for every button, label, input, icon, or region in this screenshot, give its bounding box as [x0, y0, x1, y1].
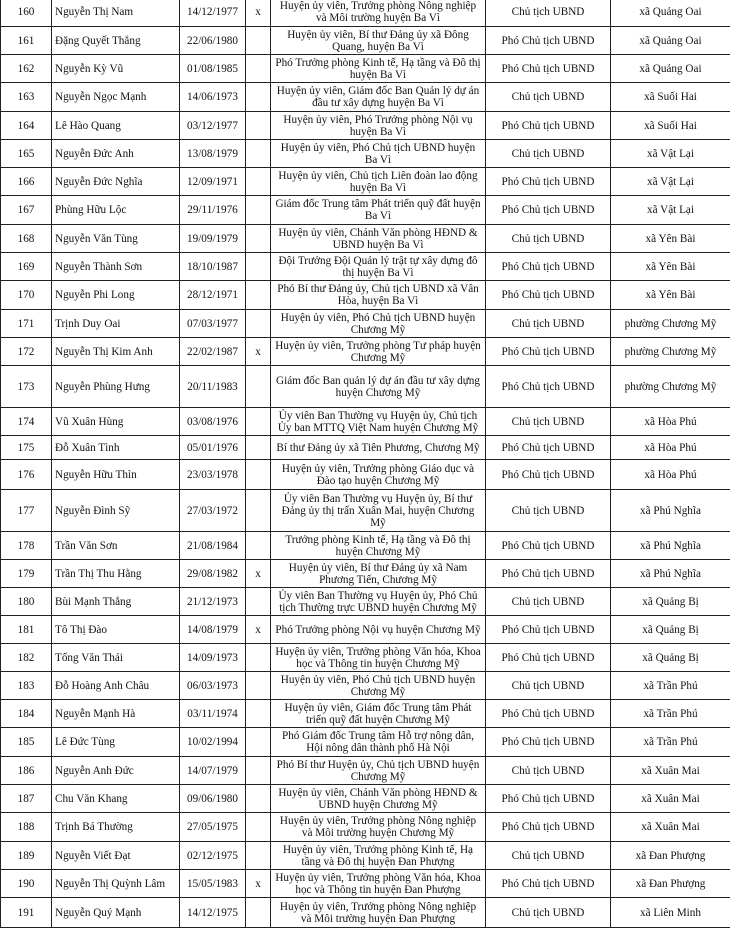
- date-of-birth: 01/08/1985: [180, 55, 246, 83]
- assigned-unit: xã Xuân Mai: [611, 757, 730, 785]
- table-row: [1, 112, 730, 140]
- female-mark: [246, 281, 271, 310]
- row-number: 165: [1, 140, 52, 168]
- table-row: [1, 436, 730, 460]
- full-name: Nguyễn Anh Đức: [52, 757, 180, 785]
- female-mark: [246, 842, 271, 870]
- assigned-unit: xã Vật Lại: [611, 140, 730, 168]
- female-mark: [246, 140, 271, 168]
- full-name: Tô Thị Đào: [52, 616, 180, 644]
- date-of-birth: 09/06/1980: [180, 785, 246, 813]
- assigned-unit: xã Quảng Bị: [611, 588, 730, 616]
- female-mark: [246, 196, 271, 225]
- full-name: Đặng Quyết Thắng: [52, 27, 180, 55]
- female-mark: [246, 460, 271, 490]
- full-name: Phùng Hữu Lộc: [52, 196, 180, 225]
- row-number: 183: [1, 672, 52, 700]
- row-number: 186: [1, 757, 52, 785]
- full-name: Nguyễn Văn Tùng: [52, 225, 180, 253]
- date-of-birth: 03/11/1974: [180, 700, 246, 728]
- table-row: [1, 532, 730, 560]
- full-name: Nguyễn Phùng Hưng: [52, 366, 180, 408]
- row-number: 166: [1, 168, 52, 196]
- female-mark: [246, 672, 271, 700]
- row-number: 171: [1, 310, 52, 338]
- table-row: [1, 728, 730, 757]
- date-of-birth: 14/09/1973: [180, 644, 246, 672]
- current-position: Huyện ủy viên, Giám đốc Trung tâm Phát triển quỹ đất huyện Chương Mỹ: [271, 700, 486, 728]
- assigned-unit: phường Chương Mỹ: [611, 366, 730, 408]
- current-position: Huyện ủy viên, Chánh Văn phòng HĐND & UBND huyện Chương Mỹ: [271, 785, 486, 813]
- assigned-unit: xã Trần Phú: [611, 728, 730, 757]
- female-mark: [246, 532, 271, 560]
- female-mark: [246, 83, 271, 112]
- row-number: 189: [1, 842, 52, 870]
- assigned-unit: xã Hòa Phú: [611, 460, 730, 490]
- current-position: Huyện ủy viên, Phó Chủ tịch UBND huyện Chương Mỹ: [271, 672, 486, 700]
- date-of-birth: 23/03/1978: [180, 460, 246, 490]
- current-position: Huyện ủy viên, Bí thư Đảng ủy xã Nam Phương Tiến, Chương Mỹ: [271, 560, 486, 588]
- current-position: Giám đốc Trung tâm Phát triển quỹ đất huyện Ba Vì: [271, 196, 486, 225]
- current-position: Giám đốc Ban quản lý dự án đầu tư xây dựng huyện Chương Mỹ: [271, 366, 486, 408]
- current-position: Huyện ủy viên, Trưởng phòng Văn hóa, Khoa học và Thông tin huyện Đan Phượng: [271, 870, 486, 898]
- table-row: [1, 55, 730, 83]
- row-number: 177: [1, 490, 52, 532]
- current-position: Huyện ủy viên, Trưởng phòng Tư pháp huyện Chương Mỹ: [271, 338, 486, 366]
- female-mark: [246, 728, 271, 757]
- date-of-birth: 14/07/1979: [180, 757, 246, 785]
- current-position: Huyện ủy viên, Trưởng phòng Nông nghiệp và Môi trường huyện Chương Mỹ: [271, 813, 486, 842]
- female-mark: [246, 436, 271, 460]
- new-position: Chủ tịch UBND: [486, 83, 611, 112]
- date-of-birth: 28/12/1971: [180, 281, 246, 310]
- current-position: Huyện ủy viên, Phó Chủ tịch UBND huyện Chương Mỹ: [271, 310, 486, 338]
- table-row: [1, 140, 730, 168]
- female-mark: [246, 408, 271, 436]
- current-position: Huyện ủy viên, Phó Chủ tịch UBND huyện Ba Vì: [271, 140, 486, 168]
- table-row: [1, 460, 730, 490]
- new-position: Chủ tịch UBND: [486, 672, 611, 700]
- row-number: 190: [1, 870, 52, 898]
- full-name: Nguyễn Phi Long: [52, 281, 180, 310]
- new-position: Chủ tịch UBND: [486, 490, 611, 532]
- table-row: [1, 196, 730, 225]
- row-number: 179: [1, 560, 52, 588]
- current-position: Huyện ủy viên, Bí thư Đảng ủy xã Đông Quang, huyện Ba Vì: [271, 27, 486, 55]
- table-row: [1, 0, 730, 27]
- assigned-unit: xã Quảng Oai: [611, 55, 730, 83]
- table-row: [1, 644, 730, 672]
- new-position: Phó Chủ tịch UBND: [486, 168, 611, 196]
- new-position: Chủ tịch UBND: [486, 588, 611, 616]
- table-row: [1, 813, 730, 842]
- full-name: Lê Đức Tùng: [52, 728, 180, 757]
- female-mark: [246, 898, 271, 928]
- date-of-birth: 12/09/1971: [180, 168, 246, 196]
- date-of-birth: 02/12/1975: [180, 842, 246, 870]
- table-row: [1, 408, 730, 436]
- table-row: [1, 672, 730, 700]
- table-row: [1, 588, 730, 616]
- row-number: 187: [1, 785, 52, 813]
- date-of-birth: 13/08/1979: [180, 140, 246, 168]
- new-position: Phó Chủ tịch UBND: [486, 700, 611, 728]
- assigned-unit: xã Suối Hai: [611, 83, 730, 112]
- current-position: Phó Bí thư Đảng ủy, Chủ tịch UBND xã Vân Hòa, huyện Ba Vì: [271, 281, 486, 310]
- new-position: Chủ tịch UBND: [486, 0, 611, 27]
- assigned-unit: xã Quảng Oai: [611, 27, 730, 55]
- new-position: Chủ tịch UBND: [486, 757, 611, 785]
- full-name: Nguyễn Đức Nghĩa: [52, 168, 180, 196]
- date-of-birth: 14/12/1975: [180, 898, 246, 928]
- row-number: 163: [1, 83, 52, 112]
- new-position: Phó Chủ tịch UBND: [486, 532, 611, 560]
- date-of-birth: 19/09/1979: [180, 225, 246, 253]
- assigned-unit: xã Vật Lại: [611, 196, 730, 225]
- full-name: Nguyễn Thị Kim Anh: [52, 338, 180, 366]
- full-name: Nguyễn Thành Sơn: [52, 253, 180, 281]
- full-name: Trần Thị Thu Hằng: [52, 560, 180, 588]
- new-position: Phó Chủ tịch UBND: [486, 460, 611, 490]
- female-mark: x: [246, 616, 271, 644]
- new-position: Chủ tịch UBND: [486, 898, 611, 928]
- new-position: Phó Chủ tịch UBND: [486, 196, 611, 225]
- table-row: [1, 168, 730, 196]
- current-position: Huyện ủy viên, Trưởng phòng Giáo dục và Đào tạo huyện Chương Mỹ: [271, 460, 486, 490]
- row-number: 180: [1, 588, 52, 616]
- date-of-birth: 14/12/1977: [180, 0, 246, 27]
- table-row: [1, 83, 730, 112]
- female-mark: x: [246, 870, 271, 898]
- new-position: Phó Chủ tịch UBND: [486, 616, 611, 644]
- female-mark: [246, 168, 271, 196]
- assigned-unit: phường Chương Mỹ: [611, 310, 730, 338]
- date-of-birth: 21/12/1973: [180, 588, 246, 616]
- row-number: 175: [1, 436, 52, 460]
- female-mark: x: [246, 0, 271, 27]
- new-position: Phó Chủ tịch UBND: [486, 112, 611, 140]
- current-position: Phó Trưởng phòng Kinh tế, Hạ tầng và Đô thị huyện Ba Vì: [271, 55, 486, 83]
- current-position: Huyện ủy viên, Trưởng phòng Nông nghiệp và Môi trường huyện Đan Phượng: [271, 898, 486, 928]
- row-number: 178: [1, 532, 52, 560]
- table-row: [1, 253, 730, 281]
- female-mark: [246, 490, 271, 532]
- table-row: [1, 281, 730, 310]
- date-of-birth: 15/05/1983: [180, 870, 246, 898]
- date-of-birth: 07/03/1977: [180, 310, 246, 338]
- row-number: 164: [1, 112, 52, 140]
- table-row: [1, 338, 730, 366]
- assigned-unit: xã Yên Bài: [611, 281, 730, 310]
- date-of-birth: 29/08/1982: [180, 560, 246, 588]
- table-row: [1, 27, 730, 55]
- row-number: 161: [1, 27, 52, 55]
- female-mark: [246, 253, 271, 281]
- table-row: [1, 842, 730, 870]
- female-mark: [246, 700, 271, 728]
- full-name: Đỗ Xuân Tình: [52, 436, 180, 460]
- full-name: Lê Hào Quang: [52, 112, 180, 140]
- table-row: [1, 225, 730, 253]
- assigned-unit: phường Chương Mỹ: [611, 338, 730, 366]
- full-name: Trần Văn Sơn: [52, 532, 180, 560]
- table-row: [1, 310, 730, 338]
- new-position: Chủ tịch UBND: [486, 842, 611, 870]
- current-position: Huyện ủy viên, Trưởng phòng Văn hóa, Khoa học và Thông tin huyện Chương Mỹ: [271, 644, 486, 672]
- row-number: 168: [1, 225, 52, 253]
- row-number: 174: [1, 408, 52, 436]
- current-position: Trưởng phòng Kinh tế, Hạ tầng và Đô thị huyện Chương Mỹ: [271, 532, 486, 560]
- current-position: Phó Trưởng phòng Nội vụ huyện Chương Mỹ: [271, 616, 486, 644]
- full-name: Trịnh Duy Oai: [52, 310, 180, 338]
- full-name: Nguyễn Kỳ Vũ: [52, 55, 180, 83]
- row-number: 188: [1, 813, 52, 842]
- female-mark: x: [246, 560, 271, 588]
- female-mark: [246, 813, 271, 842]
- full-name: Trịnh Bá Thường: [52, 813, 180, 842]
- assigned-unit: xã Quảng Bị: [611, 616, 730, 644]
- table-row: [1, 560, 730, 588]
- date-of-birth: 22/02/1987: [180, 338, 246, 366]
- full-name: Tống Văn Thái: [52, 644, 180, 672]
- female-mark: [246, 785, 271, 813]
- date-of-birth: 22/06/1980: [180, 27, 246, 55]
- assigned-unit: xã Xuân Mai: [611, 785, 730, 813]
- date-of-birth: 29/11/1976: [180, 196, 246, 225]
- assigned-unit: xã Đan Phượng: [611, 842, 730, 870]
- current-position: Ủy viên Ban Thường vụ Huyện ủy, Chủ tịch Ủy ban MTTQ Việt Nam huyện Chương Mỹ: [271, 408, 486, 436]
- female-mark: [246, 225, 271, 253]
- table-row: [1, 870, 730, 898]
- current-position: Huyện ủy viên, Trưởng phòng Nông nghiệp và Môi trường huyện Ba Vì: [271, 0, 486, 27]
- new-position: Phó Chủ tịch UBND: [486, 338, 611, 366]
- current-position: Phó Giám đốc Trung tâm Hỗ trợ nông dân, Hội nông dân thành phố Hà Nội: [271, 728, 486, 757]
- current-position: Huyện ủy viên, Chủ tịch Liên đoàn lao động huyện Ba Vì: [271, 168, 486, 196]
- assigned-unit: xã Phú Nghĩa: [611, 490, 730, 532]
- full-name: Nguyễn Quý Mạnh: [52, 898, 180, 928]
- female-mark: [246, 112, 271, 140]
- row-number: 167: [1, 196, 52, 225]
- new-position: Phó Chủ tịch UBND: [486, 281, 611, 310]
- female-mark: [246, 757, 271, 785]
- date-of-birth: 03/08/1976: [180, 408, 246, 436]
- date-of-birth: 05/01/1976: [180, 436, 246, 460]
- row-number: 191: [1, 898, 52, 928]
- full-name: Bùi Mạnh Thắng: [52, 588, 180, 616]
- row-number: 184: [1, 700, 52, 728]
- row-number: 185: [1, 728, 52, 757]
- new-position: Phó Chủ tịch UBND: [486, 27, 611, 55]
- current-position: Phó Bí thư Huyện ủy, Chủ tịch UBND huyện Chương Mỹ: [271, 757, 486, 785]
- assigned-unit: xã Hòa Phú: [611, 436, 730, 460]
- row-number: 176: [1, 460, 52, 490]
- female-mark: [246, 588, 271, 616]
- current-position: Bí thư Đảng ủy xã Tiên Phương, Chương Mỹ: [271, 436, 486, 460]
- assigned-unit: xã Hòa Phú: [611, 408, 730, 436]
- assigned-unit: xã Xuân Mai: [611, 813, 730, 842]
- row-number: 173: [1, 366, 52, 408]
- table-row: [1, 757, 730, 785]
- new-position: Chủ tịch UBND: [486, 225, 611, 253]
- current-position: Đội Trưởng Đội Quản lý trật tự xây dựng đô thị huyện Ba Vì: [271, 253, 486, 281]
- current-position: Huyện ủy viên, Trưởng phòng Kinh tế, Hạ tầng và Đô thị huyện Đan Phượng: [271, 842, 486, 870]
- date-of-birth: 21/08/1984: [180, 532, 246, 560]
- female-mark: [246, 27, 271, 55]
- female-mark: x: [246, 338, 271, 366]
- female-mark: [246, 55, 271, 83]
- row-number: 170: [1, 281, 52, 310]
- new-position: Phó Chủ tịch UBND: [486, 785, 611, 813]
- assigned-unit: xã Vật Lại: [611, 168, 730, 196]
- row-number: 162: [1, 55, 52, 83]
- new-position: Phó Chủ tịch UBND: [486, 870, 611, 898]
- new-position: Phó Chủ tịch UBND: [486, 560, 611, 588]
- full-name: Nguyễn Ngọc Mạnh: [52, 83, 180, 112]
- current-position: Ủy viên Ban Thường vụ Huyện ủy, Bí thư Đảng ủy thị trấn Xuân Mai, huyện Chương Mỹ: [271, 490, 486, 532]
- current-position: Ủy viên Ban Thường vụ Huyện ủy, Phó Chủ tịch Thường trực UBND huyện Chương Mỹ: [271, 588, 486, 616]
- female-mark: [246, 644, 271, 672]
- full-name: Nguyễn Đình Sỹ: [52, 490, 180, 532]
- table-row: [1, 898, 730, 928]
- assigned-unit: xã Liên Minh: [611, 898, 730, 928]
- date-of-birth: 10/02/1994: [180, 728, 246, 757]
- new-position: Chủ tịch UBND: [486, 408, 611, 436]
- assigned-unit: xã Quảng Bị: [611, 644, 730, 672]
- date-of-birth: 14/06/1973: [180, 83, 246, 112]
- date-of-birth: 18/10/1987: [180, 253, 246, 281]
- date-of-birth: 06/03/1973: [180, 672, 246, 700]
- assigned-unit: xã Suối Hai: [611, 112, 730, 140]
- assigned-unit: xã Quảng Oai: [611, 0, 730, 27]
- date-of-birth: 14/08/1979: [180, 616, 246, 644]
- full-name: Nguyễn Hữu Thìn: [52, 460, 180, 490]
- new-position: Phó Chủ tịch UBND: [486, 366, 611, 408]
- assigned-unit: xã Phú Nghĩa: [611, 560, 730, 588]
- new-position: Chủ tịch UBND: [486, 310, 611, 338]
- date-of-birth: 27/03/1972: [180, 490, 246, 532]
- assigned-unit: xã Yên Bài: [611, 225, 730, 253]
- row-number: 182: [1, 644, 52, 672]
- full-name: Nguyễn Viết Đạt: [52, 842, 180, 870]
- new-position: Phó Chủ tịch UBND: [486, 55, 611, 83]
- new-position: Phó Chủ tịch UBND: [486, 813, 611, 842]
- current-position: Huyện ủy viên, Phó Trưởng phòng Nội vụ huyện Ba Vì: [271, 112, 486, 140]
- date-of-birth: 27/05/1975: [180, 813, 246, 842]
- new-position: Phó Chủ tịch UBND: [486, 253, 611, 281]
- table-row: [1, 785, 730, 813]
- full-name: Nguyễn Đức Anh: [52, 140, 180, 168]
- full-name: Vũ Xuân Hùng: [52, 408, 180, 436]
- table-row: [1, 616, 730, 644]
- assigned-unit: xã Yên Bài: [611, 253, 730, 281]
- row-number: 172: [1, 338, 52, 366]
- female-mark: [246, 310, 271, 338]
- date-of-birth: 03/12/1977: [180, 112, 246, 140]
- row-number: 181: [1, 616, 52, 644]
- assigned-unit: xã Trần Phú: [611, 672, 730, 700]
- new-position: Phó Chủ tịch UBND: [486, 728, 611, 757]
- assigned-unit: xã Đan Phượng: [611, 870, 730, 898]
- new-position: Phó Chủ tịch UBND: [486, 436, 611, 460]
- full-name: Đỗ Hoàng Anh Châu: [52, 672, 180, 700]
- table-row: [1, 366, 730, 408]
- full-name: Nguyễn Thị Quỳnh Lâm: [52, 870, 180, 898]
- current-position: Huyện ủy viên, Chánh Văn phòng HĐND & UBND huyện Ba Vì: [271, 225, 486, 253]
- date-of-birth: 20/11/1983: [180, 366, 246, 408]
- assigned-unit: xã Trần Phú: [611, 700, 730, 728]
- current-position: Huyện ủy viên, Giám đốc Ban Quản lý dự án đầu tư xây dựng huyện Ba Vì: [271, 83, 486, 112]
- assigned-unit: xã Phú Nghĩa: [611, 532, 730, 560]
- full-name: Nguyễn Thị Nam: [52, 0, 180, 27]
- female-mark: [246, 366, 271, 408]
- new-position: Phó Chủ tịch UBND: [486, 644, 611, 672]
- full-name: Nguyễn Mạnh Hà: [52, 700, 180, 728]
- row-number: 160: [1, 0, 52, 27]
- new-position: Chủ tịch UBND: [486, 140, 611, 168]
- full-name: Chu Văn Khang: [52, 785, 180, 813]
- table-row: [1, 700, 730, 728]
- row-number: 169: [1, 253, 52, 281]
- table-row: [1, 490, 730, 532]
